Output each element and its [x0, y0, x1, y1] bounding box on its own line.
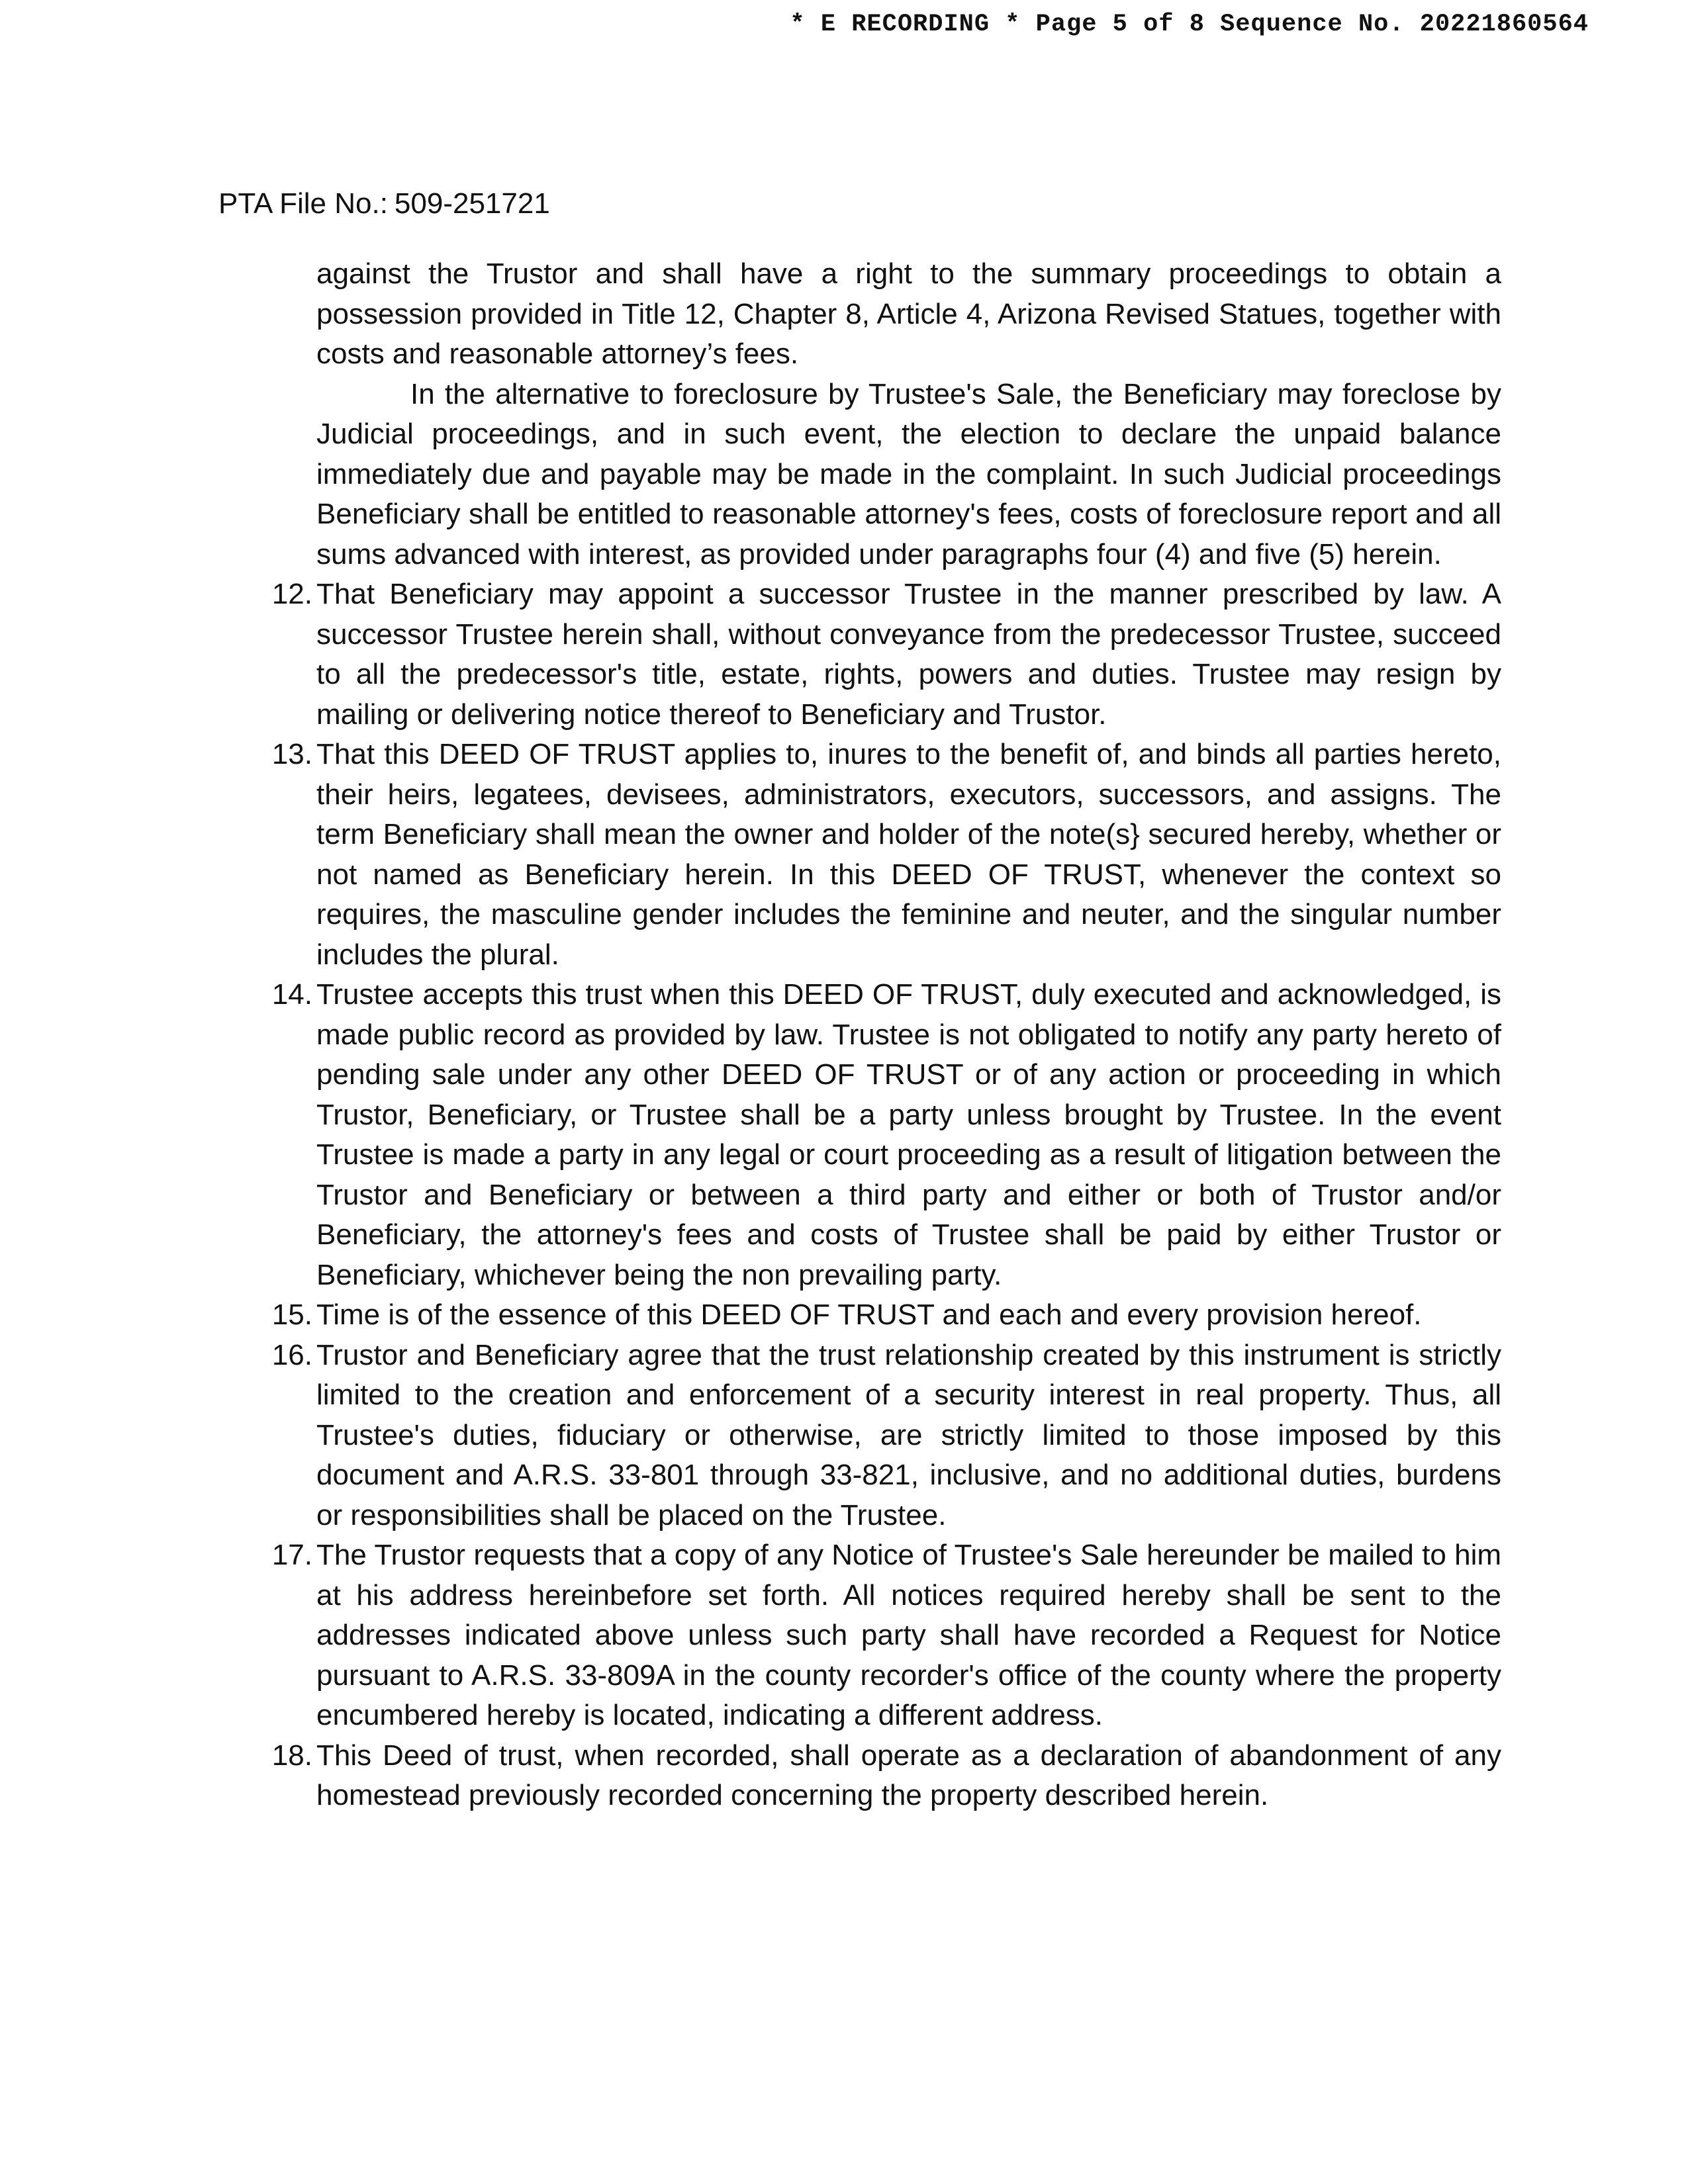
clause-text: Trustee accepts this trust when this DEED OF TRUST, duly executed and acknowledged, is made public record as provided by law. Trustee is not obligated to notify any party hereto of pending sale under any other DEED OF TRUST or of any action or proceeding in which Trustor, Beneficiary, or Trustee shall be a party unless brought by Trustee. In the event Trustee is made a party in any legal or court proceeding as a result of litigation between the Trustor and Beneficiary or between a third party and either or both of Trustor and/or Beneficiary, the attorney's fees and costs of Trustee shall be paid by either Trustor or Beneficiary, whichever being the non prevailing party. [316, 978, 1501, 1291]
clause-16 [271, 1336, 1501, 1536]
clause-17 [271, 1535, 1501, 1736]
continuation-paragraph: against the Trustor and shall have a right to the summary proceedings to obtain a possession provided in Title 12, Chapter 8, Article 4, Arizona Revised Statues, together with costs and reasonable attorney’s fees. [316, 257, 1501, 370]
clause-text: Time is of the essence of this DEED OF TRUST and each and every provision hereof. [316, 1298, 1422, 1331]
clause-number: 14. [271, 978, 312, 1011]
file-number-label: PTA File No.: [218, 187, 388, 220]
file-number-line [218, 187, 550, 220]
clause-18 [271, 1736, 1501, 1816]
clause-text: That this DEED OF TRUST applies to, inures to the benefit of, and binds all parties hereto, their heirs, legatees, devisees, administrators, executors, successors, and assigns. The term Beneficiary shall mean the owner and holder of the note(s} secured hereby, whether or not named as Beneficiary herein. In this DEED OF TRUST, whenever the context so requires, the masculine gender includes the feminine and neuter, and the singular number includes the plural. [316, 738, 1501, 971]
clause-number: 17. [271, 1539, 312, 1571]
clause-number: 16. [271, 1338, 312, 1371]
recording-stamp-header: * E RECORDING * Page 5 of 8 Sequence No. 20221860564 [790, 11, 1589, 38]
alternative-foreclosure-paragraph: In the alternative to foreclosure by Trustee's Sale, the Beneficiary may foreclose by Judicial proceedings, and in such event, the election to declare the unpaid balance immediately due and payable may be made in the complaint. In such Judicial proceedings Beneficiary shall be entitled to reasonable attorney's fees, costs of foreclosure report and all sums advanced with interest, as provided under paragraphs four (4) and five (5) herein. [316, 377, 1501, 570]
document-body [271, 254, 1501, 1816]
clause-number: 12. [271, 578, 312, 610]
clause-number: 18. [271, 1739, 312, 1772]
clause-number: 15. [271, 1298, 312, 1331]
clause-15 [271, 1295, 1501, 1336]
clause-text: This Deed of trust, when recorded, shall operate as a declaration of abandonment of any homestead previously recorded concerning the property described herein. [316, 1739, 1501, 1811]
clause-number: 13. [271, 738, 312, 770]
clause-text: That Beneficiary may appoint a successor Trustee in the manner prescribed by law. A successor Trustee herein shall, without conveyance from the predecessor Trustee, succeed to all the predecessor's title, estate, rights, powers and duties. Trustee may resign by mailing or delivering notice thereof to Beneficiary and Trustor. [316, 578, 1501, 731]
clause-text: Trustor and Beneficiary agree that the trust relationship created by this instrument is strictly limited to the creation and enforcement of a security interest in real property. Thus, all Trustee's duties, fiduciary or otherwise, are strictly limited to those imposed by this document and A.R.S. 33-801 through 33-821, inclusive, and no additional duties, burdens or responsibilities shall be placed on the Trustee. [316, 1338, 1501, 1531]
clause-text: The Trustor requests that a copy of any Notice of Trustee's Sale hereunder be mailed to him at his address hereinbefore set forth. All notices required hereby shall be sent to the addresses indicated above unless such party shall have recorded a Request for Notice pursuant to A.R.S. 33-809A in the county recorder's office of the county where the property encumbered hereby is located, indicating a different address. [316, 1539, 1501, 1731]
clause-12 [271, 574, 1501, 735]
clause-list [271, 574, 1501, 1816]
clause-14 [271, 975, 1501, 1295]
file-number-value: 509-251721 [394, 187, 550, 220]
clause-13 [271, 735, 1501, 975]
